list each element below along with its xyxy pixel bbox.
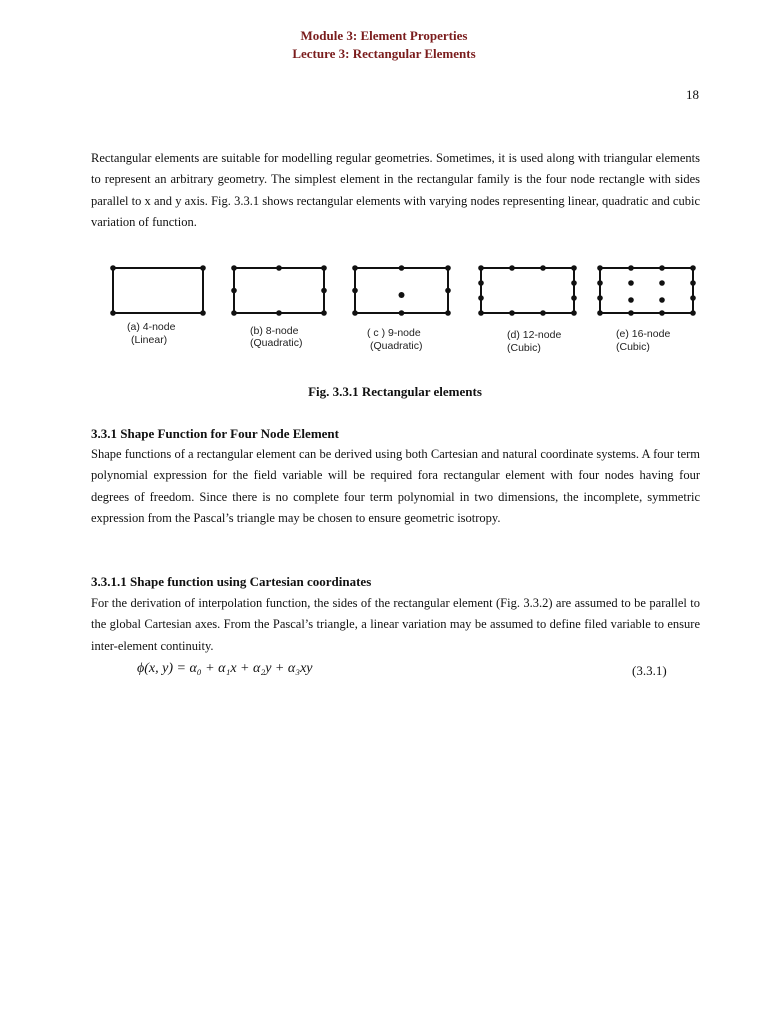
element-e-label: (e) 16-node — [616, 328, 671, 340]
section-3311-body: For the derivation of interpolation function, the sides of the rectangular element (Fig. 3.3.2) are assumed to be parallel to the global Cartesian axes. From the Pascal’s triangle, a linear variation may be assumed to define filed variable to ensure inter-element continuity. — [91, 596, 700, 653]
element-b-type: (Quadratic) — [250, 337, 303, 349]
element-e-rect — [600, 268, 693, 313]
element-c-type: (Quadratic) — [370, 340, 423, 352]
intro-paragraph: Rectangular elements are suitable for modelling regular geometries. Sometimes, it is used along with triangular elements to represent an arbitrary geometry. The simplest element in the rectangular family is the four node rectangle with sides parallel to x and y axis. Fig. 3.3.1 shows rectangular elements with varying nodes representing linear, quadratic and cubic variation of function. — [91, 151, 700, 229]
rectangular-elements-figure — [105, 255, 705, 365]
element-d-rect — [481, 268, 574, 313]
section-3311-heading: 3.3.1.1 Shape function using Cartesian coordinates — [91, 574, 372, 589]
element-c-rect — [355, 268, 448, 313]
section-331-heading: 3.3.1 Shape Function for Four Node Element — [91, 426, 339, 441]
module-title: Module 3: Element Properties — [300, 28, 468, 43]
element-b-label: (b) 8-node — [250, 325, 299, 337]
equation-number: (3.3.1) — [632, 663, 667, 678]
lecture-title: Lecture 3: Rectangular Elements — [292, 46, 476, 61]
element-e-nodes — [597, 265, 696, 316]
element-a-type: (Linear) — [131, 334, 168, 346]
page-number: 18 — [686, 87, 699, 102]
element-d-label: (d) 12-node — [507, 329, 562, 341]
element-d-type: (Cubic) — [507, 342, 541, 354]
figure-caption: Fig. 3.3.1 Rectangular elements — [308, 384, 482, 399]
element-a-rect — [113, 268, 203, 313]
element-b-rect — [234, 268, 324, 313]
element-e-type: (Cubic) — [616, 341, 650, 353]
element-b-nodes — [231, 265, 327, 316]
element-a-nodes — [110, 265, 206, 316]
element-c-label: ( c ) 9-node — [367, 327, 421, 339]
element-d-nodes — [478, 265, 577, 316]
section-331-body: Shape functions of a rectangular element can be derived using both Cartesian and natural coordinate systems. A four term polynomial expression for the field variable will be required fora rectangular element with four nodes having four degrees of freedom. Since there is no complete four term polynomial in two dimensions, the incomplete, symmetric expression from the Pascal’s triangle may be chosen to ensure geometric isotropy. — [91, 447, 700, 525]
element-c-nodes — [352, 265, 451, 316]
equation-331: ϕ(x, y) = α₀ + α₁x + α₂y + α₃xy — [137, 661, 313, 676]
element-a-label: (a) 4-node — [127, 321, 176, 333]
